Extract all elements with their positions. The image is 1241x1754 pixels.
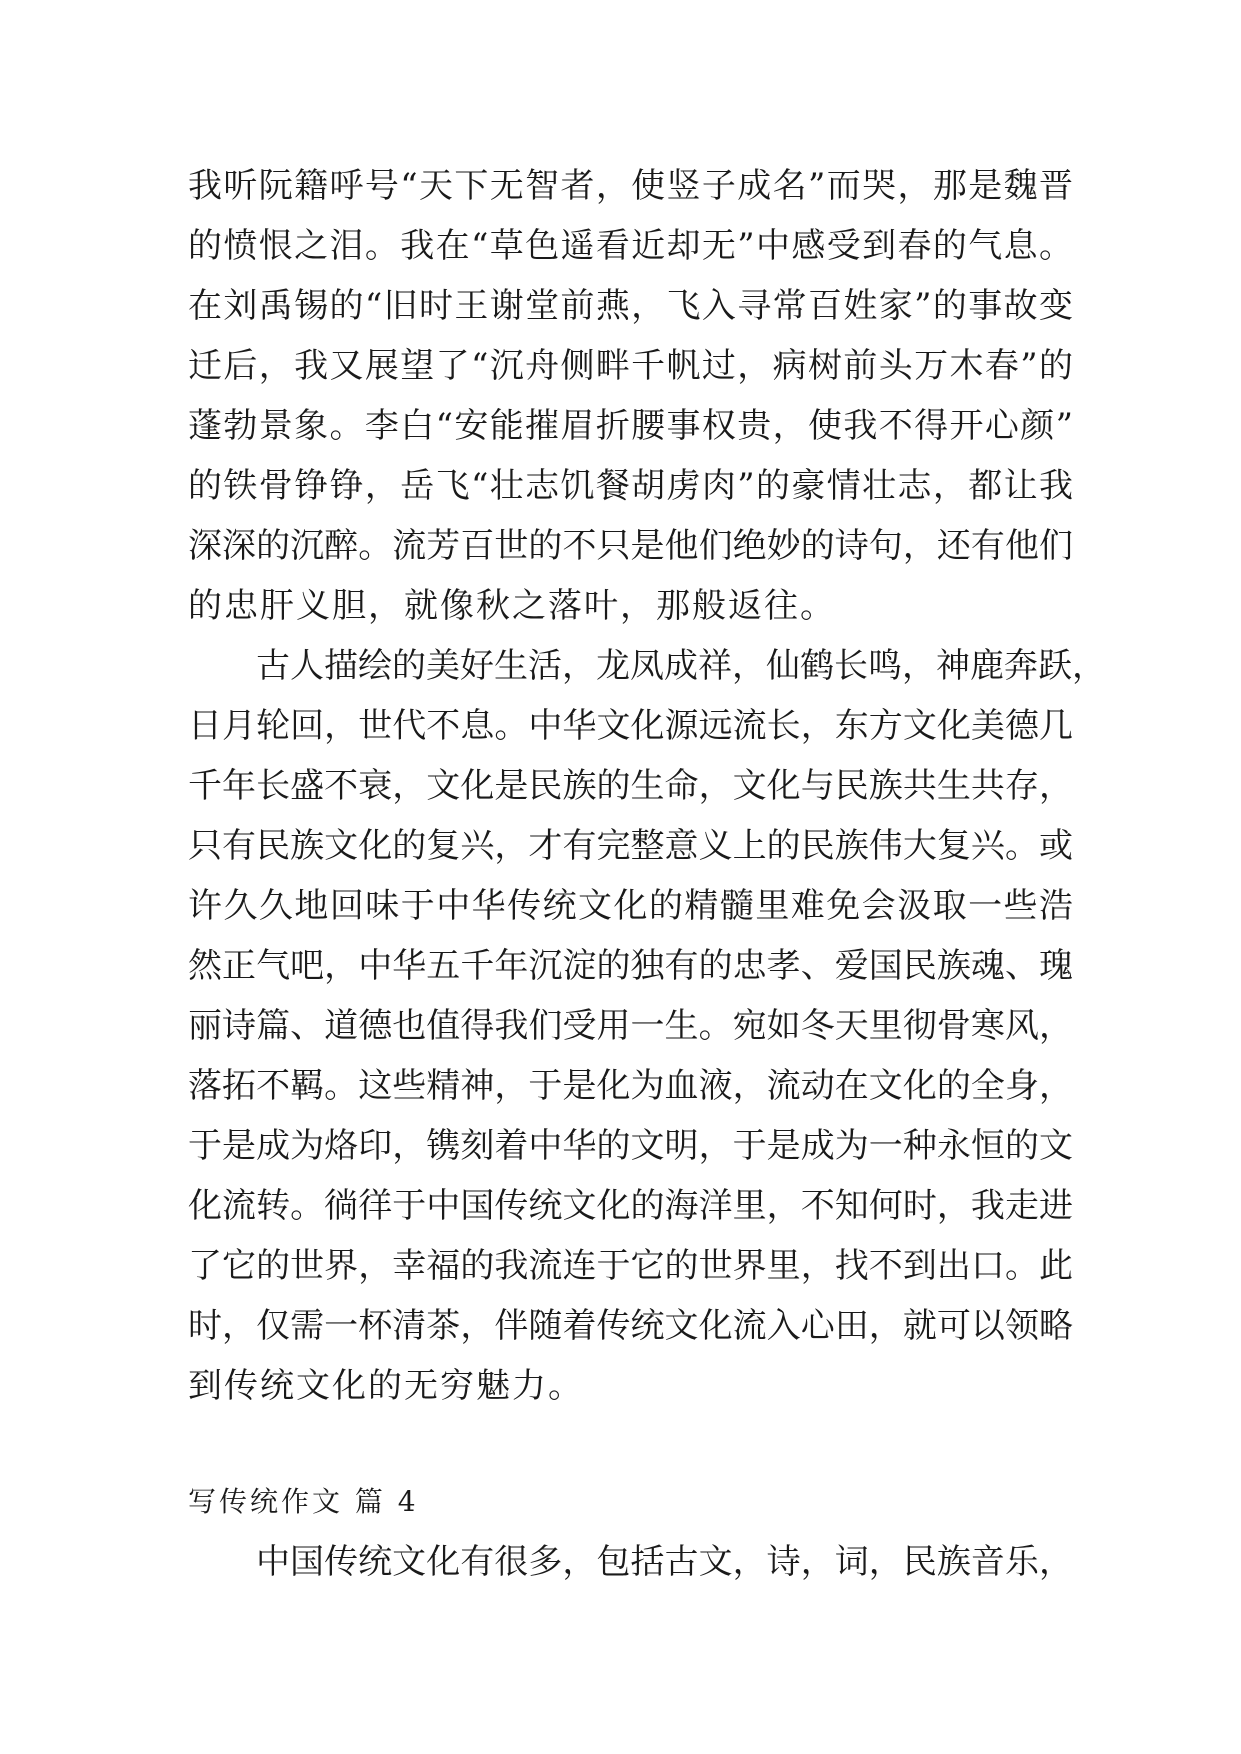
text-line: 在刘禹锡的“旧时王谢堂前燕，飞入寻常百姓家”的事故变 xyxy=(188,286,1073,326)
section-spacer xyxy=(188,1416,1073,1472)
text-line: 千年长盛不衰，文化是民族的生命，文化与民族共生共存， xyxy=(188,766,1073,806)
text-line: 只有民族文化的复兴，才有完整意义上的民族伟大复兴。或 xyxy=(188,826,1073,866)
text-line: 中国传统文化有很多，包括古文，诗，词，民族音乐， xyxy=(256,1542,1073,1582)
text-line: 落拓不羁。这些精神，于是化为血液，流动在文化的全身， xyxy=(188,1066,1073,1106)
text-line: 日月轮回，世代不息。中华文化源远流长，东方文化美德几 xyxy=(188,706,1073,746)
text-line: 时，仅需一杯清茶，伴随着传统文化流入心田，就可以领略 xyxy=(188,1306,1073,1346)
text-line: 化流转。徜徉于中国传统文化的海洋里，不知何时，我走进 xyxy=(188,1186,1073,1226)
text-line: 于是成为烙印，镌刻着中华的文明，于是成为一种永恒的文 xyxy=(188,1126,1073,1166)
text-line: 到传统文化的无穷魅力。 xyxy=(188,1366,584,1406)
text-line: 古人描绘的美好生活，龙凤成祥，仙鹤长鸣，神鹿奔跃， xyxy=(256,646,1106,686)
text-line: 的铁骨铮铮，岳飞“壮志饥餐胡虏肉”的豪情壮志，都让我 xyxy=(188,466,1073,506)
section-heading: 写传统作文 篇 4 xyxy=(188,1485,419,1518)
text-line: 的忠肝义胆，就像秋之落叶，那般返往。 xyxy=(188,586,836,626)
text-line: 许久久地回味于中华传统文化的精髓里难免会汲取一些浩 xyxy=(188,886,1073,926)
text-line: 蓬勃景象。李白“安能摧眉折腰事权贵，使我不得开心颜” xyxy=(188,406,1073,446)
text-line: 深深的沉醉。流芳百世的不只是他们绝妙的诗句，还有他们 xyxy=(188,526,1073,566)
text-line: 然正气吧，中华五千年沉淀的独有的忠孝、爱国民族魂、瑰 xyxy=(188,946,1073,986)
text-line: 丽诗篇、道德也值得我们受用一生。宛如冬天里彻骨寒风， xyxy=(188,1006,1073,1046)
paragraph xyxy=(188,156,1073,636)
paragraph xyxy=(188,636,1106,1416)
text-line: 的愤恨之泪。我在“草色遥看近却无”中感受到春的气息。 xyxy=(188,226,1073,266)
document-body xyxy=(188,156,1106,1592)
text-line: 了它的世界，幸福的我流连于它的世界里，找不到出口。此 xyxy=(188,1246,1073,1286)
text-line: 我听阮籍呼号“天下无智者，使竖子成名”而哭，那是魏晋 xyxy=(188,166,1073,206)
paragraph xyxy=(188,1532,1073,1592)
text-line: 迁后，我又展望了“沉舟侧畔千帆过，病树前头万木春”的 xyxy=(188,346,1073,386)
